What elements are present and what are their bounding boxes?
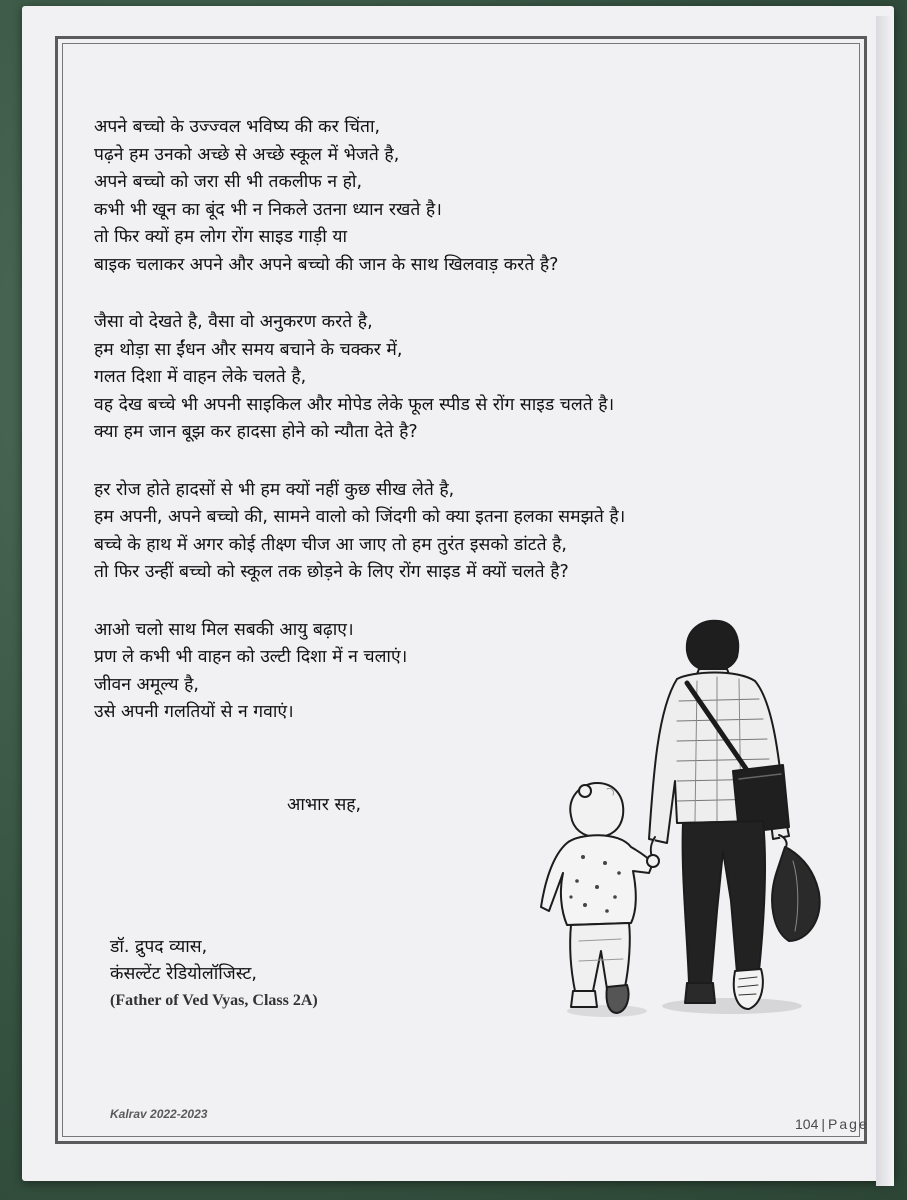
poem-line: आओ चलो साथ मिल सबकी आयु बढ़ाए। — [94, 619, 354, 640]
poem-line: जैसा वो देखते है, वैसा वो अनुकरण करते है, — [94, 312, 373, 332]
page-number-footer — [795, 1116, 869, 1132]
stanza-2 — [94, 309, 734, 447]
poem-line: पढ़ने हम उनको अच्छे से अच्छे स्कूल में भेजते है, — [94, 144, 400, 165]
magazine-page — [22, 6, 894, 1181]
poem-line: क्या हम जान बूझ कर हादसा होने को न्यौता देते है? — [94, 422, 418, 442]
poem-line: कभी भी खून का बूंद भी न निकले उतना ध्यान रखते है। — [94, 199, 442, 220]
page-edge — [876, 16, 894, 1186]
stanza-3 — [94, 477, 734, 587]
poem-line: हम अपनी, अपने बच्चो की, सामने वालो को जिंदगी को क्या इतना हलका समझते है। — [94, 507, 626, 527]
poem-line: बाइक चलाकर अपने और अपने बच्चो की जान के साथ खिलवाड़ करते है? — [94, 254, 559, 275]
page-label: Page — [828, 1116, 869, 1132]
author-name: डॉ. द्रुपद व्यास, — [110, 937, 208, 957]
poem-line: गलत दिशा में वाहन लेके चलते है, — [94, 367, 307, 387]
poem-line: तो फिर उन्हीं बच्चो को स्कूल तक छोड़ने के लिए रोंग साइड में क्यों चलते है? — [94, 562, 569, 582]
publication-name: Kalrav 2022-2023 — [110, 1107, 208, 1121]
father-child-illustration-icon — [527, 611, 847, 1031]
poem-line: हम थोड़ा सा ईंधन और समय बचाने के चक्कर में, — [94, 339, 403, 360]
author-title: कंसल्टेंट रेडियोलॉजिस्ट, — [110, 964, 257, 984]
poem-line: हर रोज होते हादसों से भी हम क्यों नहीं कुछ सीख लेते है, — [94, 479, 455, 500]
poem-line: अपने बच्चो के उज्ज्वल भविष्य की कर चिंता, — [94, 117, 381, 137]
poem-line: बच्चे के हाथ में अगर कोई तीक्ष्ण चीज आ जाए तो हम तुरंत इसको डांटते है, — [94, 534, 567, 555]
poem-line: अपने बच्चो को जरा सी भी तकलीफ न हो, — [94, 172, 363, 192]
page-number: 104 — [795, 1116, 819, 1132]
stanza-1 — [94, 114, 734, 279]
page-separator: | — [821, 1116, 825, 1132]
poem-line: प्रण ले कभी भी वाहन को उल्टी दिशा में न चलाएं। — [94, 647, 408, 667]
author-affiliation: (Father of Ved Vyas, Class 2A) — [110, 992, 318, 1009]
poem-line: उसे अपनी गलतियों से न गवाएं। — [94, 702, 294, 722]
poem-line: जीवन अमूल्य है, — [94, 674, 199, 695]
poem-line: तो फिर क्यों हम लोग रोंग साइड गाड़ी या — [94, 227, 348, 247]
poem-line: वह देख बच्चे भी अपनी साइकिल और मोपेड लेके फूल स्पीड से रोंग साइड चलते है। — [94, 394, 615, 415]
author-signature-block — [110, 934, 318, 1014]
closing-salutation: आभार सह, — [287, 795, 362, 815]
